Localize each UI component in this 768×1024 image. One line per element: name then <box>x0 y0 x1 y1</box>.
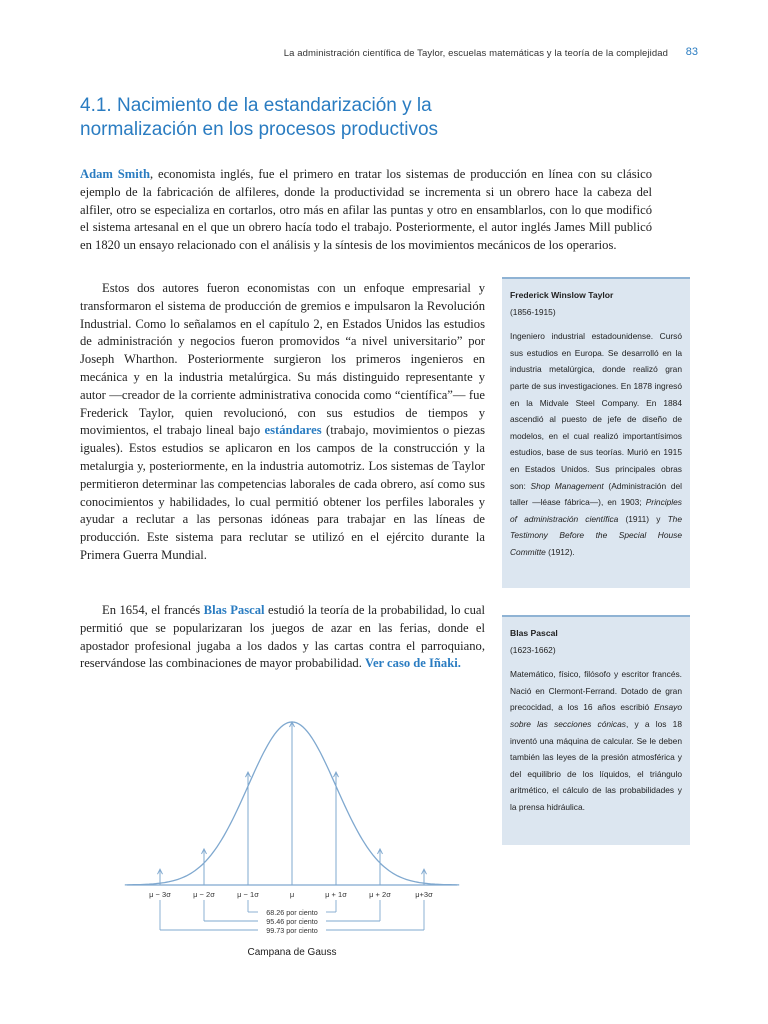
paragraph-2 <box>80 280 485 565</box>
range-label-0: 68.26 por ciento <box>266 908 318 917</box>
paragraph-3-text-b: estudió la teoría de la probabilidad, lo cual permitió que se popularizaran los juegos de azar en las ferias, donde el apostador profesional jugaba a los dados y las cartas contra el parroquiano, reservándose las combinaciones de mayor probabilidad. <box>80 603 485 671</box>
paragraph-2-text-b: (trabajo, movimientos o piezas iguales). Estos estudios se aplicaron en los campos de la construcción y la metalurgia y, posteriormente, en la industria automotriz. Los sistemas de Taylor permitieron determinar las competencias laborales de cada obrero, así como sus conocimientos y habilidades, lo cual permitió obtener los perfiles laborales y ayudar a reclutar a las personas idóneas para trabajar en las líneas de producción. Este sistema para reclutar se utilizó en el ejército durante la Primera Guerra Mundial. <box>80 423 485 562</box>
section-title <box>80 94 520 142</box>
sidebar-taylor-work-1: Shop Management <box>530 480 604 491</box>
paragraph-2-text-a: Estos dos autores fueron economistas con un enfoque empresarial y transformaron el sistema de producción de gremios e impulsaron la Revolución Industrial. Como lo señalamos en el capítulo 2, en Estados Unidos las estudios de administración y negocios fueron promovidos “a nivel universitario” por Joseph Wharthon. Posteriormente surgieron los primeros ingenieros en mecánica y en la industria metalúrgica. Su más distinguido representante y autor —creador de la corriente administrativa conocida como “científica”— fue Frederick Taylor, quien revolucionó, con sus estudios de tiempos y movimientos, el trabajo lineal bajo <box>80 281 485 438</box>
paragraph-3-text-a: En 1654, el francés <box>102 603 204 617</box>
sidebar-taylor-text-d: (1912). <box>545 546 575 557</box>
sidebar-taylor-work-3: The Testimony Before the Special House Committe <box>510 513 682 557</box>
sidebar-taylor-text-b: (Administración del taller —léase fábrica—), en 1903; <box>510 480 682 508</box>
page-number: 83 <box>685 46 698 58</box>
running-header: La administración científica de Taylor, escuelas matemáticas y la teoría de la complejidad <box>283 48 668 59</box>
sidebar-taylor-text-a: Ingeniero industrial estadounidense. Cursó sus estudios en Europa. Se desarrolló en la industria metalúrgica, donde realizó gran parte de sus investigaciones. En 1878 ingresó en la Midvale Steel Company. En 1884 ascendió al puesto de jefe de diseño de modelos, en el cual realizó importantísimos estudios, base de sus teorías. Murió en 1915 en Estados Unidos. Sus principales obras son: <box>510 331 682 491</box>
sidebar-pascal-text-b: , y a los 18 inventó una máquina de calcular. Se le deben también las leyes de la presión atmosférica y del equilibrio de los líquidos, el triángulo aritmético, el cálculo de las probabilidades y la prensa hidráulica. <box>510 718 682 812</box>
sidebar-taylor-text <box>510 328 682 560</box>
paragraph-3 <box>80 602 485 673</box>
sidebar-taylor-years: (1856-1915) <box>510 306 556 317</box>
sidebar-taylor <box>502 277 690 588</box>
tick-label-0: μ − 3σ <box>149 890 171 899</box>
chart-caption: Campana de Gauss <box>247 947 337 958</box>
adam-smith-link[interactable]: Adam Smith <box>80 167 150 181</box>
gauss-bell-chart <box>112 715 462 965</box>
sidebar-taylor-work-2: Principles of administración científica <box>510 497 682 524</box>
sidebar-taylor-name: Frederick Winslow Taylor <box>510 290 614 300</box>
tick-label-3: μ <box>289 890 295 899</box>
sidebar-pascal-text-a: Matemático, físico, filósofo y escritor francés. Nació en Clermont-Ferrand. Dotado de gran precocidad, a los 16 años escribió <box>510 669 682 713</box>
tick-label-2: μ − 1σ <box>237 890 259 899</box>
blas-pascal-link[interactable]: Blas Pascal <box>203 603 265 617</box>
tick-label-5: μ + 2σ <box>369 890 391 899</box>
gauss-bell-svg <box>112 715 462 965</box>
sidebar-pascal-years: (1623-1662) <box>510 644 556 655</box>
section-number: 4.1. <box>80 95 112 116</box>
sidebar-pascal-name: Blas Pascal <box>510 628 558 638</box>
sidebar-taylor-text-c: (1911) y <box>618 513 668 524</box>
sidebar-pascal <box>502 615 690 845</box>
tick-label-1: μ − 2σ <box>193 890 215 899</box>
section-title-text: Nacimiento de la estandarización y la normalización en los procesos productivos <box>80 95 439 140</box>
range-label-1: 95.46 por ciento <box>266 917 318 926</box>
paragraph-1 <box>80 166 652 255</box>
estandares-link[interactable]: estándares <box>264 423 322 438</box>
range-label-2: 99.73 por ciento <box>266 926 318 935</box>
sidebar-pascal-work-1: Ensayo sobre las secciones cónicas <box>510 702 682 729</box>
tick-label-6: μ+3σ <box>415 890 433 899</box>
ver-caso-link[interactable]: Ver caso de Iñaki. <box>365 656 461 671</box>
paragraph-1-text: , economista inglés, fue el primero en tratar los sistemas de producción en línea con su clásico ejemplo de la fabricación de alfileres, donde la productividad se incrementa si un obrero hace la cabeza del alfiler, otro se especializa en cortarlos, otro más en afilar las puntas y otro en ensamblarlos, con lo que modificó el sistema artesanal en el que un obrero hacía todo el trabajo. Posteriormente, el autor inglés James Mill publicó en 1820 un ensayo relacionado con el análisis y la síntesis de los movimientos mecánicos de los operarios. <box>80 167 652 253</box>
sidebar-pascal-text <box>510 666 682 815</box>
tick-label-4: μ + 1σ <box>325 890 347 899</box>
